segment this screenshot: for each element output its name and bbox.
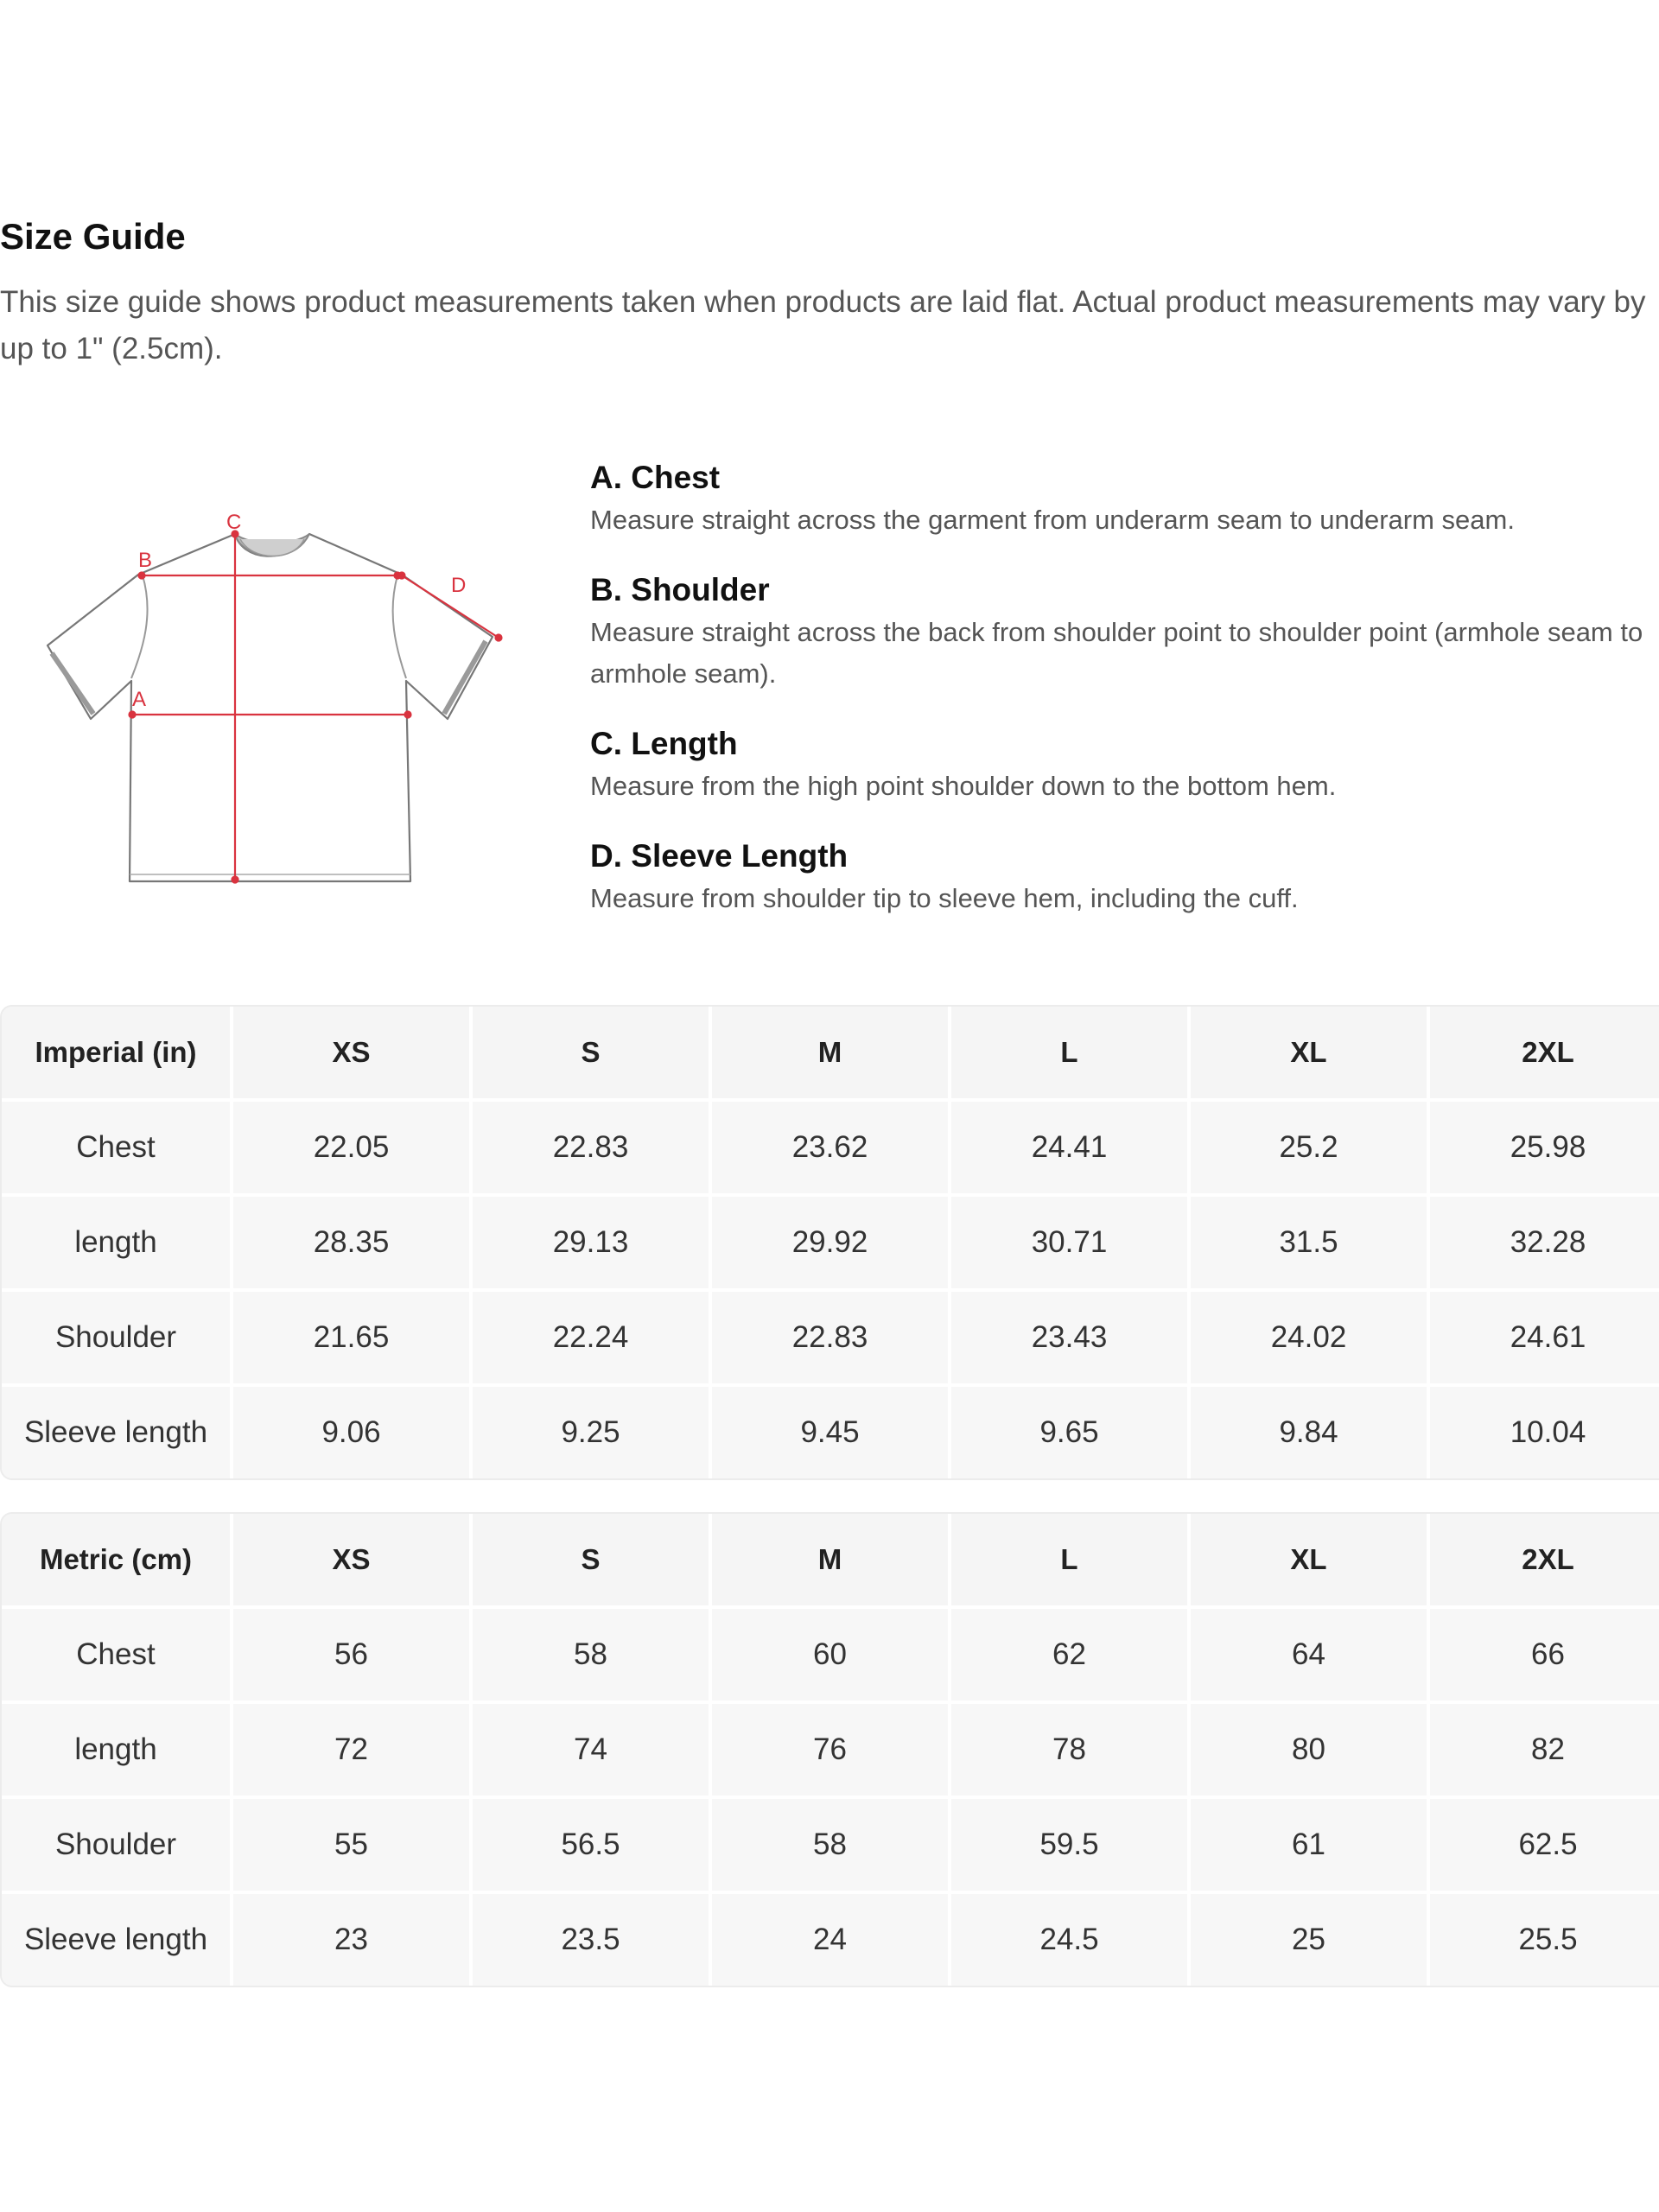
table-cell: 29.92	[710, 1195, 950, 1290]
table-cell: 24.61	[1428, 1290, 1659, 1385]
measurement-instructions	[590, 458, 1659, 940]
measure-desc: Measure straight across the garment from underarm seam to underarm seam.	[590, 505, 1515, 535]
measure-title: B. Shoulder	[590, 572, 770, 607]
table-header-cell: XS	[232, 1007, 471, 1100]
table-header-row	[2, 1007, 1659, 1100]
table-header-cell: Imperial (in)	[2, 1007, 232, 1100]
table-cell: 22.05	[232, 1100, 471, 1195]
table-cell: 58	[471, 1607, 710, 1702]
table-cell: 25.5	[1428, 1892, 1659, 1986]
imperial-size-table	[0, 1005, 1659, 1480]
measure-shoulder	[590, 570, 1659, 703]
table-cell: 9.06	[232, 1385, 471, 1478]
table-cell: 23.5	[471, 1892, 710, 1986]
table-header-cell: 2XL	[1428, 1007, 1659, 1100]
table-cell: 9.65	[950, 1385, 1189, 1478]
measure-title: D. Sleeve Length	[590, 838, 849, 874]
table-cell: Chest	[2, 1100, 232, 1195]
table-cell: 76	[710, 1702, 950, 1797]
table-cell: 59.5	[950, 1797, 1189, 1892]
table-cell: 55	[232, 1797, 471, 1892]
table-cell: 21.65	[232, 1290, 471, 1385]
table-cell: 24.41	[950, 1100, 1189, 1195]
table-cell: 56.5	[471, 1797, 710, 1892]
table-cell: 31.5	[1189, 1195, 1428, 1290]
table-header-cell: XL	[1189, 1514, 1428, 1607]
table-header-cell: M	[710, 1007, 950, 1100]
tshirt-outline	[48, 534, 493, 881]
table-cell: Sleeve length	[2, 1892, 232, 1986]
table-cell: 23.62	[710, 1100, 950, 1195]
table-cell: 23.43	[950, 1290, 1189, 1385]
table-row	[2, 1195, 1659, 1290]
table-cell: 62	[950, 1607, 1189, 1702]
table-cell: 28.35	[232, 1195, 471, 1290]
table-header-cell: M	[710, 1514, 950, 1607]
table-header-cell: L	[950, 1514, 1189, 1607]
table-cell: Sleeve length	[2, 1385, 232, 1478]
table-cell: Shoulder	[2, 1290, 232, 1385]
label-d: D	[451, 574, 467, 597]
table-header-cell: 2XL	[1428, 1514, 1659, 1607]
table-cell: 58	[710, 1797, 950, 1892]
table-row	[2, 1385, 1659, 1478]
table-header-cell: S	[471, 1007, 710, 1100]
tshirt-diagram	[35, 501, 518, 899]
table-cell: 23	[232, 1892, 471, 1986]
table-header-cell: XS	[232, 1514, 471, 1607]
table-cell: 56	[232, 1607, 471, 1702]
table-cell: 66	[1428, 1607, 1659, 1702]
table-cell: 60	[710, 1607, 950, 1702]
table-cell: 82	[1428, 1702, 1659, 1797]
measure-title: C. Length	[590, 726, 738, 761]
table-cell: length	[2, 1195, 232, 1290]
label-a: A	[132, 688, 147, 711]
table-row	[2, 1892, 1659, 1986]
page-title: Size Guide	[0, 216, 186, 257]
table-cell: 32.28	[1428, 1195, 1659, 1290]
table-cell: 24	[710, 1892, 950, 1986]
measure-sleeve	[590, 836, 1659, 919]
table-cell: length	[2, 1702, 232, 1797]
table-cell: 61	[1189, 1797, 1428, 1892]
label-c: C	[226, 511, 242, 534]
table-cell: Chest	[2, 1607, 232, 1702]
table-row	[2, 1607, 1659, 1702]
measure-desc: Measure from shoulder tip to sleeve hem, including the cuff.	[590, 883, 1299, 913]
table-cell: 74	[471, 1702, 710, 1797]
table-cell: 29.13	[471, 1195, 710, 1290]
table-cell: 9.84	[1189, 1385, 1428, 1478]
table-cell: 80	[1189, 1702, 1428, 1797]
table-cell: 25	[1189, 1892, 1428, 1986]
table-cell: 24.5	[950, 1892, 1189, 1986]
table-header-cell: S	[471, 1514, 710, 1607]
table-header-row	[2, 1514, 1659, 1607]
label-b: B	[138, 549, 153, 572]
table-cell: 25.98	[1428, 1100, 1659, 1195]
table-header-cell: Metric (cm)	[2, 1514, 232, 1607]
table-cell: 10.04	[1428, 1385, 1659, 1478]
table-row	[2, 1290, 1659, 1385]
table-row	[2, 1797, 1659, 1892]
metric-size-table	[0, 1512, 1659, 1987]
measure-length	[590, 724, 1659, 816]
table-row	[2, 1100, 1659, 1195]
table-cell: 25.2	[1189, 1100, 1428, 1195]
measure-desc: Measure from the high point shoulder down to the bottom hem.	[590, 771, 1337, 801]
table-cell: 30.71	[950, 1195, 1189, 1290]
table-cell: 72	[232, 1702, 471, 1797]
table-cell: 24.02	[1189, 1290, 1428, 1385]
table-cell: 22.83	[710, 1290, 950, 1385]
measure-desc: Measure straight across the back from shoulder point to shoulder point (armhole seam to armhole seam).	[590, 617, 1643, 689]
table-row	[2, 1702, 1659, 1797]
table-cell: 22.24	[471, 1290, 710, 1385]
table-cell: 62.5	[1428, 1797, 1659, 1892]
intro-text: This size guide shows product measurements taken when products are laid flat. Actual product measurements may vary by up to 1" (2.5cm).	[0, 285, 1646, 365]
table-cell: 22.83	[471, 1100, 710, 1195]
table-cell: 9.25	[471, 1385, 710, 1478]
table-cell: 78	[950, 1702, 1189, 1797]
table-header-cell: L	[950, 1007, 1189, 1100]
table-cell: Shoulder	[2, 1797, 232, 1892]
table-cell: 64	[1189, 1607, 1428, 1702]
table-cell: 9.45	[710, 1385, 950, 1478]
measure-chest	[590, 458, 1659, 550]
table-header-cell: XL	[1189, 1007, 1428, 1100]
measure-title: A. Chest	[590, 460, 721, 495]
